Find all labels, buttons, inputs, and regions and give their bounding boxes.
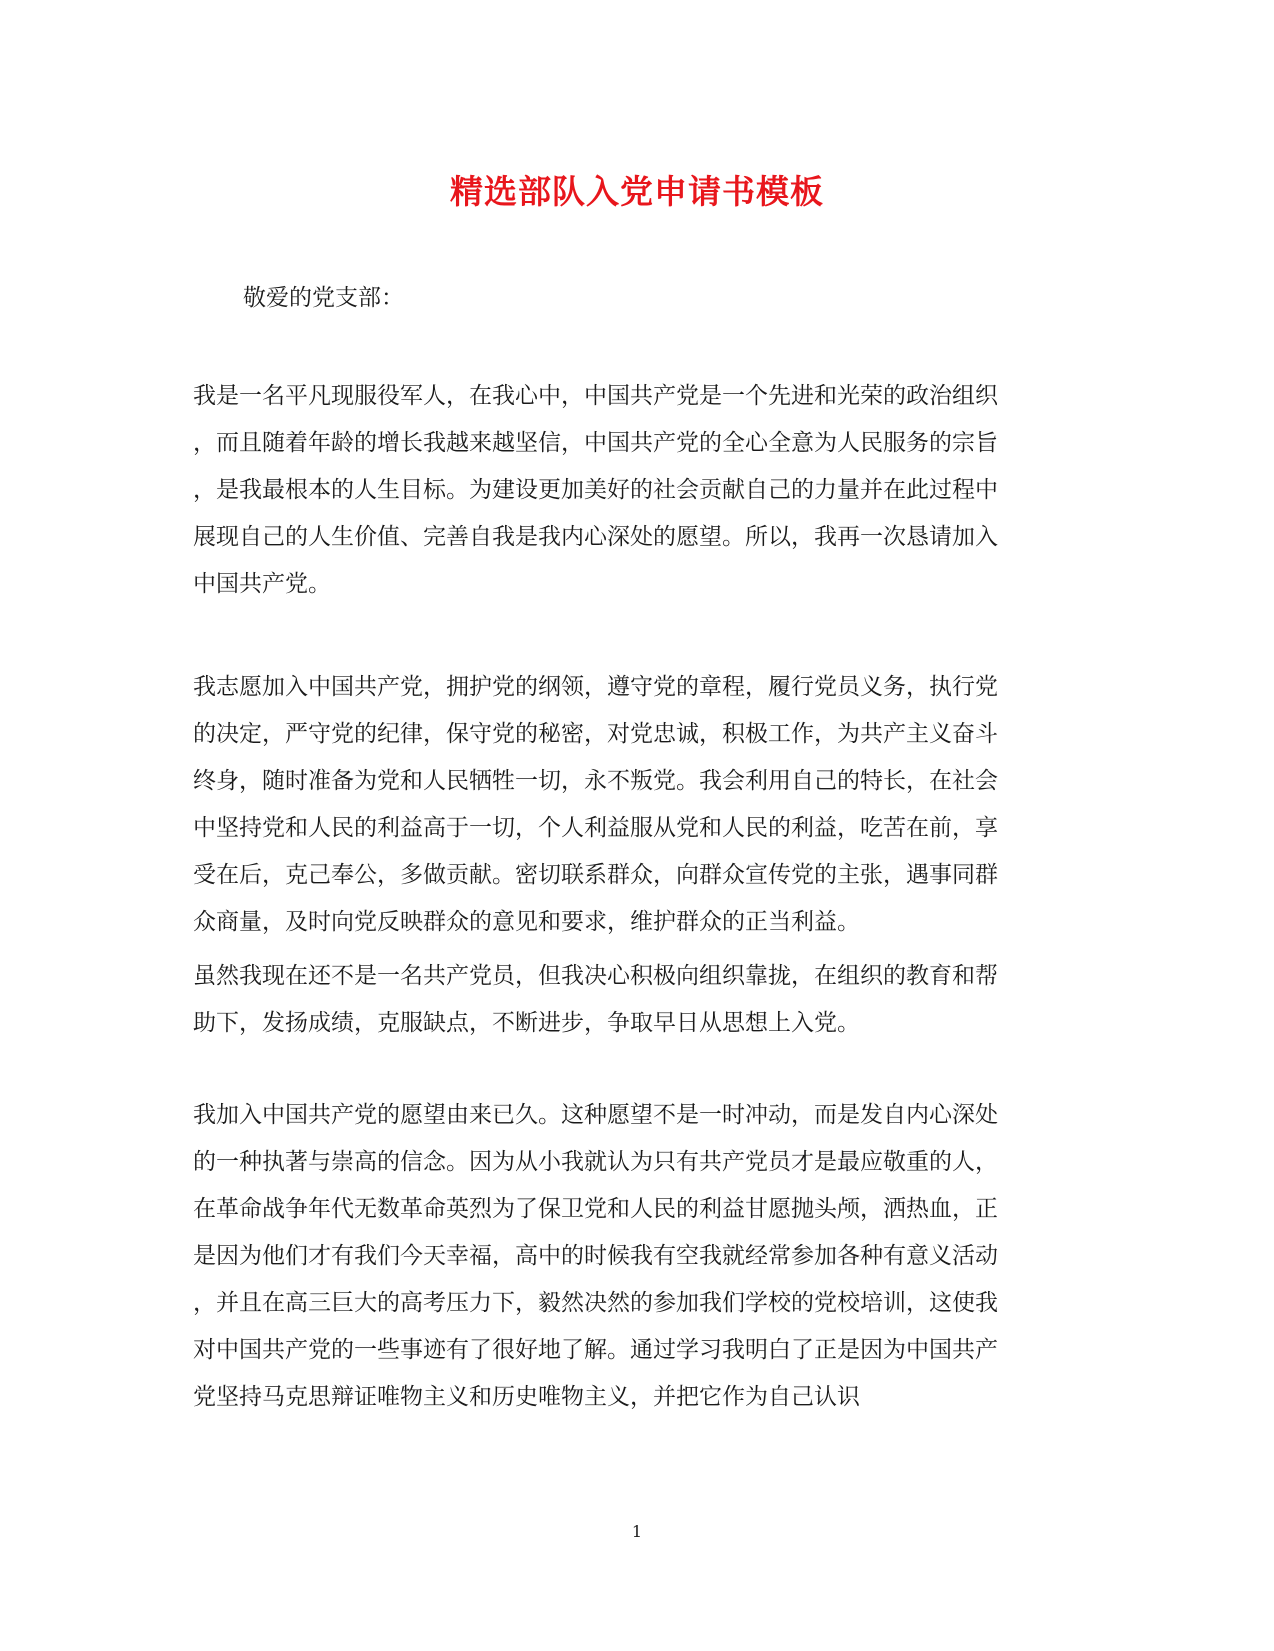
- paragraph-2: [193, 664, 1073, 946]
- paragraph-line: 展现自己的人生价值、完善自我是我内心深处的愿望。所以，我再一次恳请加入: [193, 524, 998, 550]
- paragraph-line: 的决定，严守党的纪律，保守党的秘密，对党忠诚，积极工作，为共产主义奋斗: [193, 721, 998, 747]
- paragraph-line: 我志愿加入中国共产党，拥护党的纲领，遵守党的章程，履行党员义务，执行党: [193, 674, 998, 700]
- paragraph-line: ，而且随着年龄的增长我越来越坚信，中国共产党的全心全意为人民服务的宗旨: [193, 430, 998, 456]
- paragraph-line: 在革命战争年代无数革命英烈为了保卫党和人民的利益甘愿抛头颅，洒热血，正: [193, 1196, 998, 1222]
- paragraph-1: [193, 373, 1073, 608]
- paragraph-line: ，并且在高三巨大的高考压力下，毅然决然的参加我们学校的党校培训，这使我: [193, 1290, 998, 1316]
- paragraph-line: 对中国共产党的一些事迹有了很好地了解。通过学习我明白了正是因为中国共产: [193, 1337, 998, 1363]
- page-number: 1: [631, 1522, 643, 1541]
- paragraph-3: [193, 953, 1073, 1047]
- document-title: 精选部队入党申请书模板: [450, 172, 824, 211]
- paragraph-line: ，是我最根本的人生目标。为建设更加美好的社会贡献自己的力量并在此过程中: [193, 477, 998, 503]
- paragraph-line: 终身，随时准备为党和人民牺牲一切，永不叛党。我会利用自己的特长，在社会: [193, 768, 998, 794]
- salutation: 敬爱的党支部：: [243, 285, 404, 311]
- paragraph-line: 我是一名平凡现服役军人，在我心中，中国共产党是一个先进和光荣的政治组织: [193, 383, 998, 409]
- paragraph-line: 虽然我现在还不是一名共产党员，但我决心积极向组织靠拢，在组织的教育和帮: [193, 963, 998, 989]
- paragraph-line: 助下，发扬成绩，克服缺点，不断进步，争取早日从思想上入党。: [193, 1010, 860, 1036]
- paragraph-line: 是因为他们才有我们今天幸福，高中的时候我有空我就经常参加各种有意义活动: [193, 1243, 998, 1269]
- paragraph-4: [193, 1092, 1073, 1421]
- paragraph-line: 众商量，及时向党反映群众的意见和要求，维护群众的正当利益。: [193, 909, 860, 935]
- paragraph-line: 中国共产党。: [193, 571, 331, 597]
- paragraph-line: 党坚持马克思辩证唯物主义和历史唯物主义，并把它作为自己认识: [193, 1384, 860, 1410]
- paragraph-line: 中坚持党和人民的利益高于一切，个人利益服从党和人民的利益，吃苦在前，享: [193, 815, 998, 841]
- paragraph-line: 的一种执著与崇高的信念。因为从小我就认为只有共产党员才是最应敬重的人，: [193, 1149, 998, 1175]
- paragraph-line: 受在后，克己奉公，多做贡献。密切联系群众，向群众宣传党的主张，遇事同群: [193, 862, 998, 888]
- paragraph-line: 我加入中国共产党的愿望由来已久。这种愿望不是一时冲动，而是发自内心深处: [193, 1102, 998, 1128]
